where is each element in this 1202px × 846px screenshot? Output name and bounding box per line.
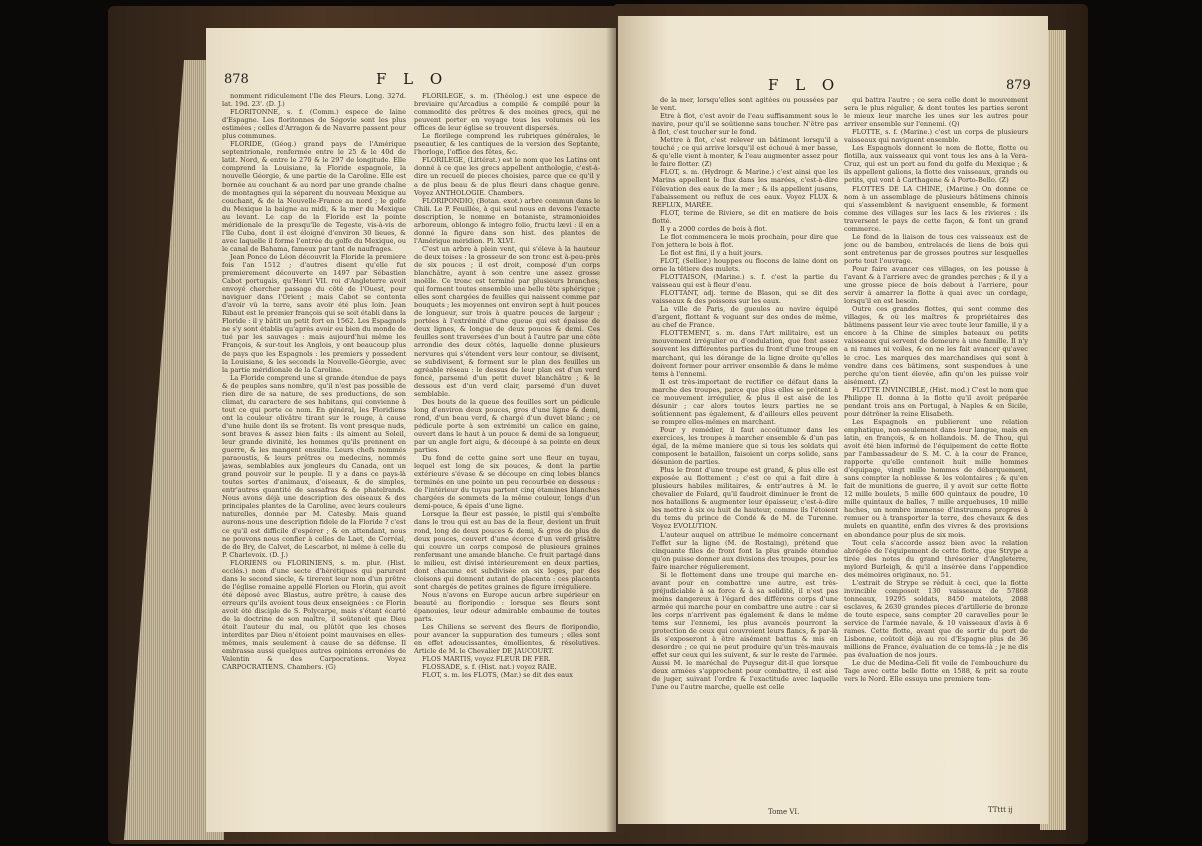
entry-flot-hydrogr: FLOT, s. m. (Hydrogr. & Marine.) c'est ainsi que les Marins appellent le flux dans les marées, c'est-à-dire l'élevation des eaux de la mer ; & ils appellent jusans, l'abaissement ou reflux de ces eaux. Voyez FLUX & REFLUX, MARÉE. (652, 168, 838, 209)
entry-floriens: FLORIENS ou FLORINIENS, s. m. plur. (Hist. ecclés.) nom d'une secte d'hérétiques qui parurent dans le second siecle, & tirerent leur nom d'un prêtre de l'église romaine appellé Florien ou Florin, qui avoit été déposé avec Blastus, autre prêtre, à cause des erreurs qu'ils avoient tous deux enseignées : ce Florin avoit été disciple de S. Polycarpe, mais s'étant écarté de la doctrine de son maître, il soûtenoit que Dieu étoit l'auteur du mal, ou plûtôt que les choses interdites par Dieu n'étoient point mauvaises en elles-mêmes, mais seulement à cause de sa défense. Il embrassa aussi quelques autres opinions erronées de Valentin & des Carpocratiens. Voyez CARPOCRATIENS. Chambers. (G) (222, 558, 406, 672)
entry-flottant: FLOTTANT, adj. terme de Blason, qui se dit des vaisseaux & des poissons sur les eaux. (652, 289, 838, 306)
entry-flos-martis: FLOS MARTIS, voyez FLEUR DE FER. (422, 655, 551, 664)
entry-paragraph: Le fond de la liaison de tous ces vaisseaux est de jonc ou de bambou, entrelacés de liens de bois qui sont entretenus par de grosses poutres sur lesquelles porte tout l'ouvrage. (844, 232, 1028, 265)
entry-paragraph: Plus le front d'une troupe est grand, & plus elle est exposée au flottement ; c'est ce qui a fait dire à plusieurs habiles militaires, & entr'autres à M. le chevalier de Folard, qu'il faudroit diminuer le front de nos bataillons & augmenter leur épaisseur, c'est-à-dire les mettre à six ou huit de hauteur, comme ils l'étoient du tems du prince de Condé & de M. de Turenne. Voyez EVOLUTION. (652, 466, 838, 531)
entry-paragraph: Le flot est fini, il y a huit jours. (660, 248, 763, 257)
entry-paragraph: Pour faire avancer ces villages, on les pousse à l'avant & à l'arriere avec de grandes perches ; & il y a une grosse piece de bois debout à l'arriere, pour servir à amarrer la flotte à quai avec un cordage, lorsqu'il en est besoin. (844, 264, 1028, 306)
entry-paragraph: qui battra l'autre ; ce sera celle dont le mouvement sera le plus régulier, & dont toutes les parties seront le mieux leur marche les unes sur les autres pour arriver ensemble sur l'ennemi. (Q) (844, 96, 1028, 129)
entry-floritonne: FLORITONNE, s. f. (Comm.) espece de laine d'Espagne. Les floritonnes de Ségovie sont les plus estimées ; celles d'Arragon & de Navarre passent pour plus communes. (222, 108, 406, 141)
entry-paragraph: Du fond de cette gaine sort une fleur en tuyau, lequel est long de six pouces, & dont la partie extérieure s'évase & se découpe en cinq lobes blancs terminés en une pointe un peu recourbée en dessous : de l'intérieur du tuyau partent cinq étamines blanches chargées de sommets de la même couleur, longs d'un demi-pouce, & épais d'une ligne. (414, 454, 600, 511)
left-running-head: F L O (376, 70, 449, 88)
entry-paragraph: Pour y remédier, il faut accoûtumer dans les exercices, les troupes à marcher ensemble & d'un pas égal, de la même maniere que si tous les soldats qui composent le bataillon, faisoient un corps solide, sans désunion de parties. (652, 425, 838, 467)
entry-flot: FLOT, s. m. les FLOTS, (Mar.) se dit des eaux (422, 671, 574, 680)
left-page-number: 878 (224, 72, 249, 87)
entry-paragraph: Il est très-important de rectifier ce défaut dans la marche des troupes, parce que plus elles se prêtent à ce mouvement irrégulier, & plus il est aisé de les désunir ; car alors toutes leurs parties ne se soûtiennent pas également, & d'ailleurs elles peuvent se rompre elles-mêmes en marchant. (652, 377, 838, 426)
entry-paragraph: La Floride comprend une si grande étendue de pays & de peuples sans nombre, qu'il n'est pas possible de rien dire de sa nature, de ses productions, de son climat, du caractere de ses habitans, qui convienne à tout ce qui porte ce nom. En général, les Floridiens ont la couleur olivâtre tirant sur le rouge, à cause d'une huile dont ils se frotent. Ils vont presque nuds, sont braves & assez bien faits : ils aiment au Soleil, leur grande divinité, les hommes qu'ils prennent en guerre, & les mangent ensuite. Leurs chefs nommés paraoustis, & leurs prêtres ou medecins, nommés jawas, semblables aux jongleurs du Canada, ont un grand pouvoir sur le peuple. Il y a dans ce pays-là toutes sortes d'animaux, d'oiseaux, & de simples, entr'autres quantité de sassafras & de phatelrands. Nous avons déjà une description des oiseaux & des principales plantes de la Caroline, avec leurs couleurs naturelles, donnée par M. Catesby. Mais quand aurons-nous une description fidele de la Floride ? c'est ce qu'il est difficile d'espérer ; & en attendant, nous ne pouvons nous confier à celles de Laet, de Corréal, de de Bry, de Calvet, de Lescarbot, ni même à celle du P. Charlevoix. (D. J.) (222, 373, 406, 559)
entry-flottaison: FLOTTAISON, (Marine.) s. f. c'est la partie du vaisseau qui est à fleur d'eau. (652, 273, 838, 290)
entry-flot-riviere: FLOT, terme de Riviere, se dit en matiere de bois flotté. (652, 208, 838, 225)
entry-paragraph: Il y a 2000 cordes de bois à flot. (660, 224, 768, 233)
entry-paragraph: Nous n'avons en Europe aucun arbre supérieur en beauté au floripondio : lorsque ses fleurs sont épanouies, leur odeur admirable embaume de toutes parts. (414, 590, 600, 624)
right-running-head: F L O (768, 76, 841, 94)
left-column-2 (414, 92, 600, 824)
entry-flottes-chine: FLOTTES DE LA CHINE, (Marine.) On donne ce nom à un assemblage de plusieurs bâtimens chinois qui s'assemblent & naviguent ensemble, & forment comme des villages sur les lacs & les rivieres : ils traversent le pays de cette façon, & font un grand commerce. (844, 184, 1028, 233)
volume-line: Tome VI. (768, 808, 800, 816)
entry-paragraph: Mettre à flot, c'est relever un bâtiment lorsqu'il a touché ; ce qui arrive lorsqu'il est échoué à mer basse, & qu'elle vient à monter, & l'eau augmenter assez pour le faire flotter. (Z) (652, 136, 838, 169)
entry-paragraph: Le florilege comprend les rubriques générales, le pseautier, & les cantiques de la version des Septante, l'horloge, l'office des fêtes, &c. (414, 132, 600, 157)
entry-paragraph: Les Chiliens se servent des fleurs de floripondio, pour avancer la suppuration des tumeurs ; elles sont en effet adoucissantes, émollientes, & résolutives. Article de M. le Chevalier DE JAUCOURT. (414, 623, 600, 656)
right-page (618, 16, 1048, 824)
entry-paragraph: Si le flottement dans une troupe qui marche en-avant pour en combattre une autre, est très-préjudiciable à sa force & à sa solidité, il n'est pas moins dangereux à l'égard des différens corps d'une armée qui marche pour en combattre une autre : car si les corps n'arrivent pas également & dans le même tems sur l'ennemi, les plus avancés pourront la protection de ceux qui couvroient leurs flancs, & par-là ils s'exposeront à être aisément battus & mis en desordre ; ce qui ne peut produire qu'un très-mauvais effet sur ceux qui les suivent, & sur le reste de l'armée. Aussi M. le maréchal de Puysegur dit-il que lorsque deux armées s'approchent pour combattre, il est aisé de juger, suivant l'ordre & l'exactitude avec laquelle l'une ou l'autre marche, quelle est celle (652, 570, 838, 692)
entry-paragraph: Le duc de Medina-Celi fit voile de l'embouchure du Tage avec cette belle flotte en 1588, & prit sa route vers le Nord. Elle essuya une premiere tem- (844, 659, 1028, 684)
entry-flotte-invincible: FLOTTE INVINCIBLE, (Hist. mod.) C'est le nom que Philippe II. donna à la flotte qu'il avoit préparée pendant trois ans en Portugal, à Naples & en Sicile, pour détrôner la reine Elisabeth. (844, 385, 1028, 418)
entry-paragraph: C'est un arbre à plein vent, qui s'éleve à la hauteur de deux toises : la grosseur de son tronc est à-peu-près de six pouces ; il est droit, composé d'un corps blanchâtre, ayant à son centre une assez grosse moëlle. Ce tronc est terminé par plusieurs branches, qui forment toutes ensemble une belle tête sphérique ; elles sont chargées de feuilles qui naissent comme par bouquets ; les moyennes ont environ sept à huit pouces de longueur, sur trois à quatre pouces de largeur ; portées à l'extrémité d'une queue qui est épaisse de deux lignes, & longue de deux pouces & demi. Ces feuilles sont traversées d'un bout à l'autre par une côte arrondie des deux côtés, laquelle donne plusieurs nervures qui s'étendent vers leur contour, se divisent, se subdivisent, & forment sur le plan des feuilles un agréable réseau : le dessus de leur plan est d'un verd foncé, parsemé d'un petit duvet blanchâtre ; & le dessous est d'un verd clair, parsemé d'un duvet semblable. (414, 244, 600, 398)
right-column-2 (844, 96, 1028, 802)
entry-paragraph: de la mer, lorsqu'elles sont agitées ou poussées par le vent. (652, 96, 838, 113)
entry-paragraph: Jean Ponce de Léon découvrit la Floride la premiere fois l'an 1512 ; d'autres disent qu'elle fut premierement découverte en 1497 par Sébastien Cabot portugais, qu'Henri VII. roi d'Angleterre avoit envoyé chercher passage du côté de l'Ouest, pour naviguer dans l'Orient ; mais Cabot se contenta d'avoir vû la terre, sans avoir été plus loin. Jean Ribaut est le premier françois qui se soit établi dans la Floride : il y bâtit un petit fort en 1562. Les Espagnols ne s'y sont établis qu'après avoir eu bien du monde de tué par les sauvages : mais aujourd'hui même les François, & sur-tout les Anglois, y ont beaucoup plus de pays que les Espagnols : les premiers y possedent la Louisiane, & les seconds la Nouvelle-Géorgie, avec la partie méridionale de la Caroline. (222, 252, 406, 374)
entry-florilege-litt: FLORILEGE, (Littérat.) est le nom que les Latins ont donné à ce que les grecs appellent anthologie, c'est-à-dire un recueil de pieces choisies, parce que ce qu'il y a de plus beau & de plus fleuri dans chaque genre. Voyez ANTHOLOGIE. Chambers. (414, 156, 600, 197)
left-column-1 (222, 92, 406, 824)
entry-paragraph: La ville de Paris, de gueules au navire équipé d'argent, flottant & voguant sur des ondes de même, au chef de France. (652, 305, 838, 330)
entry-paragraph: L'auteur auquel on attribue le mémoire concernant l'effet sur la ligne (M. de Rostaing), prétend que cinquante files de front font la plus grande étendue qu'on puisse donner aux divisions des troupes, pour les faire marcher régulierement. (652, 530, 838, 571)
entry-paragraph: Etre à flot, c'est avoir de l'eau suffisamment sous le navire, pour qu'il se soûtienne sans toucher. N'être pas à flot, c'est toucher sur le fond. (652, 112, 838, 137)
right-column-1 (652, 96, 838, 812)
entry-florilege: FLORILEGE, s. m. (Théolog.) est une espece de breviaire qu'Arcadius a compilé & compilé pour la commodité des prêtres & des moines grecs, qui ne peuvent porter en voyage tous les volumes où les offices de leur église se trouvent dispersés. (414, 92, 600, 133)
entry-paragraph: Les Espagnols en publierent une relation emphatique, non-seulement dans leur langue, mais en latin, en françois, & en hollandois. M. de Thou, qui avoit été bien informé de l'équipement de cette flotte par l'ambassadeur de S. M. C. à la cour de France, rapporte qu'elle contenoit huit mille hommes d'équipage, vingt mille hommes de débarquement, sans compter la noblesse & les volontaires ; & qu'en fait de munitions de guerre, il y avoit sur cette flotte 12 mille boulets, 5 mille 600 quintaux de poudre, 10 mille quintaux de balles, 7 mille arquebuses, 10 mille haches, un nombre immense d'instrumens propres à remuer ou à transporter la terre, des chevaux & des mulets en quantité, enfin des vivres & des provisions en abondance pour plus de six mois. (844, 417, 1028, 539)
entry-flottement: FLOTTEMENT, s. m. dans l'Art militaire, est un mouvement irrégulier ou d'ondulation, que font assez souvent les différentes parties du front d'une troupe en marchant, qui les dérange de la ligne droite qu'elles doivent former pour arriver ensemble & dans le même tems à l'ennemi. (652, 329, 838, 378)
signature-mark: TTttt ij (988, 806, 1013, 814)
entry-paragraph: Outre ces grandes flottes, qui sont comme des villages, & où les maîtres & propriétaires des bâtimens passent leur vie avec toute leur famille, il y a encore à la Chine de simples bateaux ou petits vaisseaux qui servent de demeure à une famille. Il n'y a ni rames ni voiles, & on ne les fait avancer qu'avec le croc. Les marques des marchandises qui sont à vendre dans ces bâtimens, sont suspendues à une perche qu'on tient élevée, afin qu'on les puisse voir aisément. (Z) (844, 305, 1028, 386)
right-page-number: 879 (1006, 78, 1031, 93)
entry-floride: FLORIDE, (Géog.) grand pays de l'Amérique septentrionale, renfermée entre le 25 & le 40d de latit. Nord, & entre le 270 & le 297 de longitude. Elle comprend la Louisiane, la Floride espagnole, la nouvelle Géorgie, & une partie de la Caroline. Elle est bornée au couchant & au nord par une grande chaîne de montagnes qui la séparent du nouveau Mexique au couchant, & de la Nouvelle-France au nord ; le golfe du Mexique la baigne au midi, & la mer du Mexique au levant. Le cap de la Floride est la pointe méridionale de la presqu'île de Tegeste, vis-à-vis de l'île Cuba, dont il est éloigné d'environ 30 lieues, & avec laquelle il forme l'entrée du golfe du Mexique, ou le canal de Bahama, fameux par tant de naufrages. (222, 140, 406, 253)
entry-paragraph: L'extrait de Strype se réduit à ceci, que la flotte invincible composoit 130 vaisseaux de 57868 tonneaux, 19295 soldats, 8450 matelots, 2088 esclaves, & 2630 grandes pieces d'artillerie de bronze de toute espece, sans compter 20 caravelles pour le service de l'armée navale, & 10 vaisseaux d'avis à 6 rames. Cette flotte, avant que de sortir du port de Lisbonne, coûtoit déjà au roi d'Espagne plus de 36 millions de France, évaluation de ce tems-là ; je ne dis pas évaluation de nos jours. (844, 578, 1028, 660)
entry-flot-sellier: FLOT, (Sellier.) houppes ou flocons de laine dont on orne la têtiere des mulets. (652, 256, 838, 273)
entry-paragraph: Lorsque la fleur est passée, le pistil qui s'emboîte dans le trou qui est au bas de la fleur, devient un fruit rond, long de deux pouces & demi, & gros de plus de deux pouces, couvert d'une écorce d'un verd grisâtre qui couvre un corps composé de plusieurs graines renfermant une amande blanche. Ce fruit partagé dans le milieu, est divisé intérieurement en deux parties, dont chacune est subdivisée en six loges, par des cloisons qui donnent autant de placenta : ces placenta sont chargés de petites graines de figure irréguliere. (414, 510, 600, 591)
entry-flotte: FLOTTE, s. f. (Marine.) c'est un corps de plusieurs vaisseaux qui naviguent ensemble. (844, 128, 1028, 145)
entry-paragraph: Le flot commencera le mois prochain, pour dire que l'on jettera le bois à flot. (652, 232, 838, 249)
entry-flossade: FLOSSADE, s. f. (Hist. nat.) voyez RAIE. (422, 663, 557, 672)
entry-paragraph: Les Espagnols donnent le nom de flotte, flotte ou flotilla, aux vaisseaux qui vont tous les ans à la Vera-Cruz, qui est un port au fond du golfe du Mexique ; & ils appellent galions, la flotte des vaisseaux, grands ou petits, qui vont à Carthagene & à Porto-Bello. (Z) (844, 144, 1028, 185)
left-page (206, 28, 616, 832)
entry-paragraph: Des bouts de la queue des feuilles sort un pédicule long d'environ deux pouces, gros d'une ligne & demi, rond, d'un beau verd, & chargé d'un duvet blanc ; ce pédicule porte à son extrémité un calice en gaine, ouvert dans le haut à un pouce & demi de sa longueur, par un angle fort aigu, & découpé à sa pointe en deux parties. (414, 397, 600, 455)
entry-floripondio: FLORIPONDIO, (Botan. exot.) arbre commun dans le Chili. Le P. Feuillée, à qui seul nous en devons l'exacte description, le nomme en botaniste, stramonioides arboreum, oblongo & integro folio, fructu lævi : il en a donné la figure dans son hist. des plantes de l'Amérique méridion. Pl. XLVI. (414, 196, 600, 245)
entry-paragraph: Tout cela s'accorde assez bien avec la relation abrégée de l'équipement de cette flotte, que Strype a tirée des notes du grand thrésorier d'Angleterre, mylord Burleigh, & qu'il a insérée dans l'appendice des mémoires originaux, no. 51. (844, 538, 1028, 579)
entry-paragraph: nomment ridiculement l'Ile des Fleurs. Long. 327d. lat. 19d. 23'. (D. J.) (222, 92, 406, 109)
